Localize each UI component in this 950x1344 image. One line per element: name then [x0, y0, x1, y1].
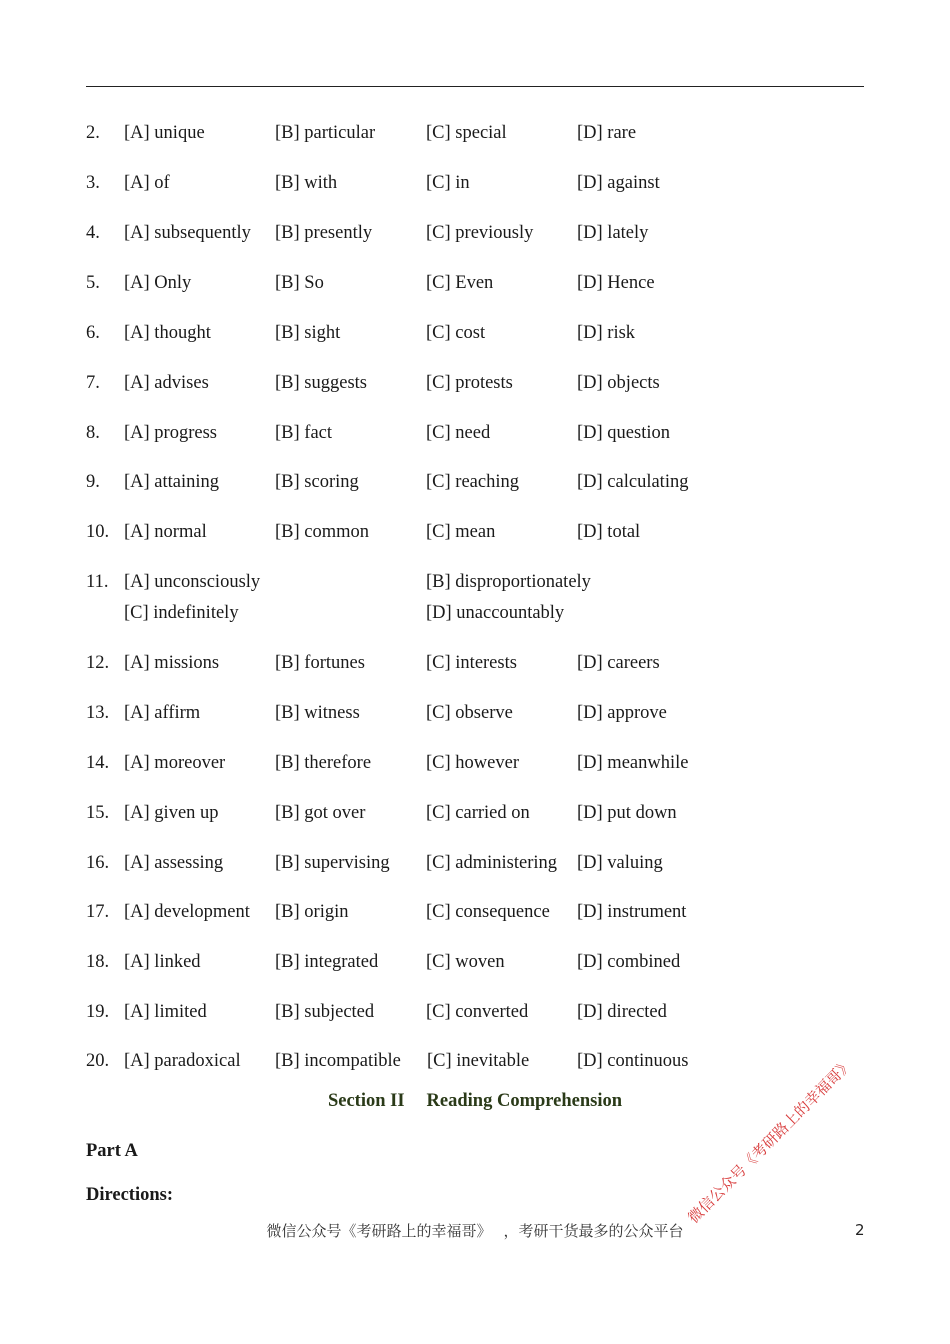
option-b: [B] fact [275, 423, 333, 443]
question-number: 19. [86, 1002, 110, 1022]
question-number: 13. [86, 703, 110, 723]
option-c: [C] mean [426, 522, 496, 542]
option-b: [B] subjected [275, 1002, 375, 1022]
question-number: 15. [86, 803, 110, 823]
option-c: [C] administering [426, 853, 558, 873]
part-heading: Part A [86, 1141, 138, 1161]
question-number: 17. [86, 902, 110, 922]
option-a: [A] paradoxical [124, 1051, 241, 1071]
option-d: [D] against [577, 173, 660, 193]
question-number: 11. [86, 572, 109, 592]
option-d: [D] meanwhile [577, 753, 689, 773]
page-footer [0, 1220, 950, 1241]
footer-source: 微信公众号《考研路上的幸福哥》 [266, 1222, 492, 1240]
option-b: [B] got over [275, 803, 366, 823]
section-title: Reading Comprehension [426, 1091, 623, 1111]
option-a: [A] affirm [124, 703, 201, 723]
option-a: [A] advises [124, 373, 209, 393]
option-a: [A] missions [124, 653, 220, 673]
option-a: [A] limited [124, 1002, 207, 1022]
option-c: [C] in [426, 173, 470, 193]
option-a: [A] unconsciously [124, 572, 261, 592]
option-d: [D] combined [577, 952, 681, 972]
question-number: 6. [86, 323, 100, 343]
option-d: [D] approve [577, 703, 667, 723]
option-a: [A] subsequently [124, 223, 251, 243]
question-number: 16. [86, 853, 110, 873]
option-b: [B] suggests [275, 373, 367, 393]
option-a: [A] unique [124, 123, 205, 143]
question-number: 20. [86, 1051, 110, 1071]
question-number: 18. [86, 952, 110, 972]
option-a: [A] attaining [124, 472, 220, 492]
option-d: [D] risk [577, 323, 636, 343]
option-a: [A] Only [124, 273, 192, 293]
option-a: [A] assessing [124, 853, 224, 873]
option-d: [D] total [577, 522, 641, 542]
footer-tagline: 考研干货最多的公众平台 [518, 1222, 684, 1240]
option-a: [A] moreover [124, 753, 226, 773]
option-b: [B] incompatible [275, 1051, 401, 1071]
question-number: 7. [86, 373, 100, 393]
page-number: 2 [855, 1221, 865, 1239]
option-b: [B] supervising [275, 853, 390, 873]
option-c: [C] woven [426, 952, 505, 972]
option-a: [A] of [124, 173, 170, 193]
option-b: [B] scoring [275, 472, 359, 492]
option-c: [C] inevitable [427, 1051, 530, 1071]
option-d: [D] unaccountably [426, 603, 565, 623]
question-number: 5. [86, 273, 100, 293]
section-label: Section II [327, 1091, 405, 1111]
question-number: 12. [86, 653, 110, 673]
option-a: [A] given up [124, 803, 219, 823]
option-c: [C] protests [426, 373, 513, 393]
option-b: [B] origin [275, 902, 349, 922]
option-c: [C] carried on [426, 803, 530, 823]
option-c: [C] consequence [426, 902, 550, 922]
option-b: [B] with [275, 173, 338, 193]
option-c: [C] previously [426, 223, 534, 243]
question-number: 9. [86, 472, 100, 492]
option-b: [B] disproportionately [426, 572, 591, 592]
option-c: [C] however [426, 753, 519, 773]
option-a: [A] linked [124, 952, 201, 972]
option-c: [C] reaching [426, 472, 519, 492]
option-a: [A] thought [124, 323, 211, 343]
option-c: [C] special [426, 123, 507, 143]
option-d: [D] continuous [577, 1051, 689, 1071]
question-number: 4. [86, 223, 100, 243]
option-d: [D] Hence [577, 273, 655, 293]
option-d: [D] careers [577, 653, 660, 673]
option-c: [C] need [426, 423, 491, 443]
option-b: [B] therefore [275, 753, 372, 773]
question-number: 2. [86, 123, 100, 143]
option-b: [B] witness [275, 703, 360, 723]
option-d: [D] calculating [577, 472, 689, 492]
option-b: [B] fortunes [275, 653, 365, 673]
option-d: [D] instrument [577, 902, 687, 922]
question-number: 10. [86, 522, 110, 542]
option-c: [C] observe [426, 703, 513, 723]
option-d: [D] objects [577, 373, 660, 393]
option-b: [B] integrated [275, 952, 379, 972]
option-b: [B] particular [275, 123, 376, 143]
option-c: [C] indefinitely [124, 603, 239, 623]
option-c: [C] cost [426, 323, 486, 343]
question-number: 14. [86, 753, 110, 773]
header-rule [86, 86, 864, 87]
option-d: [D] put down [577, 803, 677, 823]
directions-heading: Directions: [86, 1185, 173, 1205]
option-b: [B] sight [275, 323, 341, 343]
option-a: [A] development [124, 902, 250, 922]
option-d: [D] lately [577, 223, 649, 243]
watermark-stamp: 微信公众号《考研路上的幸福哥》 [684, 1054, 857, 1227]
question-number: 8. [86, 423, 100, 443]
option-c: [C] converted [426, 1002, 529, 1022]
option-d: [D] directed [577, 1002, 667, 1022]
option-c: [C] Even [426, 273, 494, 293]
option-c: [C] interests [426, 653, 517, 673]
option-b: [B] common [275, 522, 370, 542]
option-d: [D] question [577, 423, 670, 443]
option-a: [A] normal [124, 522, 207, 542]
option-b: [B] presently [275, 223, 373, 243]
option-d: [D] rare [577, 123, 637, 143]
option-d: [D] valuing [577, 853, 663, 873]
footer-comma: ， [503, 1222, 519, 1240]
option-a: [A] progress [124, 423, 217, 443]
question-number: 3. [86, 173, 100, 193]
option-b: [B] So [275, 273, 324, 293]
